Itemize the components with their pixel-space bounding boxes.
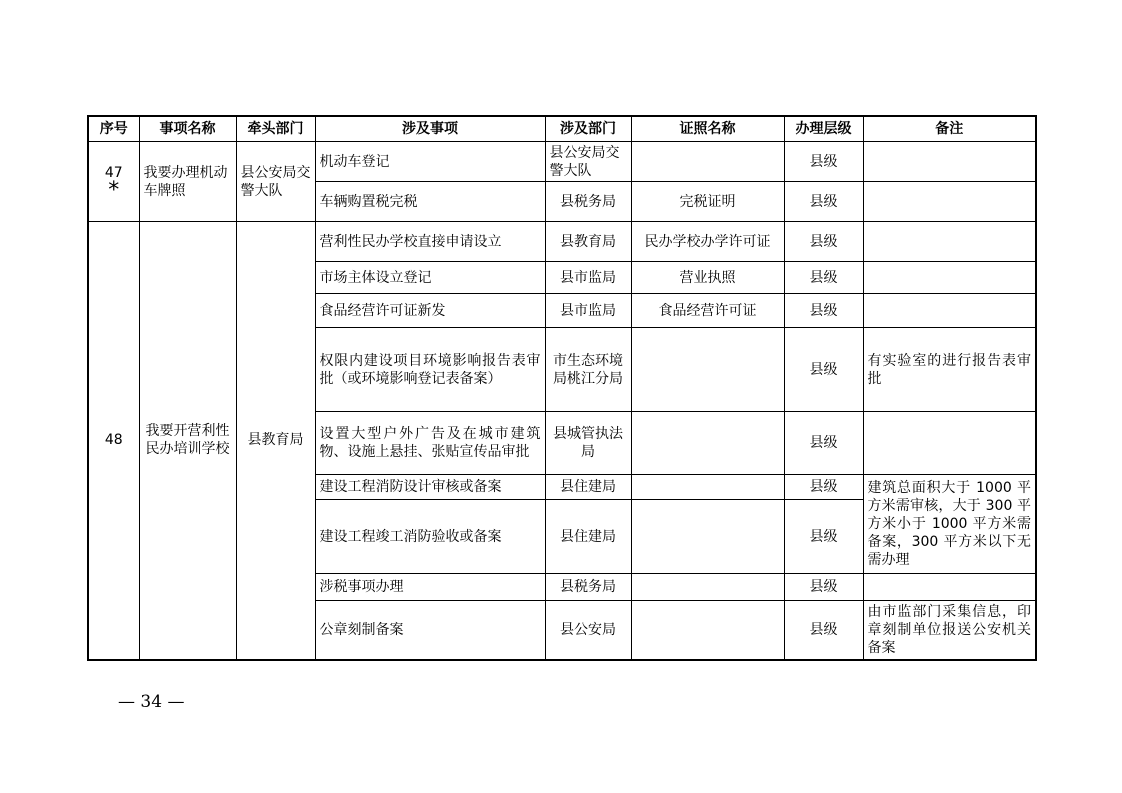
seq-cell — [88, 142, 139, 222]
note-cell: 由市监部门采集信息，印章刻制单位报送公安机关备案 — [863, 601, 1036, 660]
note-cell — [863, 222, 1036, 262]
level-cell: 县级 — [784, 142, 863, 182]
license-cell — [631, 500, 784, 574]
note-cell: 有实验室的进行报告表审批 — [863, 328, 1036, 412]
involved-item-cell: 建设工程消防设计审核或备案 — [315, 475, 545, 500]
involved-item-cell: 机动车登记 — [315, 142, 545, 182]
involved-item-cell: 权限内建设项目环境影响报告表审批（或环境影响登记表备案） — [315, 328, 545, 412]
header-lead-dept: 牵头部门 — [236, 116, 315, 142]
item-name-cell: 我要开营利性民办培训学校 — [139, 222, 236, 660]
involved-dept-cell: 县住建局 — [545, 500, 631, 574]
involved-dept-cell: 县教育局 — [545, 222, 631, 262]
level-cell: 县级 — [784, 182, 863, 222]
license-cell — [631, 574, 784, 601]
license-cell — [631, 475, 784, 500]
involved-item-cell: 车辆购置税完税 — [315, 182, 545, 222]
header-involved-dept: 涉及部门 — [545, 116, 631, 142]
involved-dept-cell: 县税务局 — [545, 574, 631, 601]
seq-cell: 48 — [88, 222, 139, 660]
note-cell: 建筑总面积大于 1000 平方米需审核，大于 300 平方米小于 1000 平方米需备案，300 平方米以下无需办理 — [863, 475, 1036, 574]
involved-dept-cell: 县市监局 — [545, 294, 631, 328]
involved-item-cell: 食品经营许可证新发 — [315, 294, 545, 328]
header-item-name: 事项名称 — [139, 116, 236, 142]
page-number: — 34 — — [118, 692, 185, 712]
involved-item-cell: 涉税事项办理 — [315, 574, 545, 601]
license-cell: 完税证明 — [631, 182, 784, 222]
note-cell — [863, 182, 1036, 222]
asterisk-mark: * — [108, 177, 120, 203]
note-cell — [863, 262, 1036, 294]
involved-item-cell: 营利性民办学校直接申请设立 — [315, 222, 545, 262]
item-name-cell: 我要办理机动车牌照 — [139, 142, 236, 222]
involved-dept-cell: 县城管执法局 — [545, 412, 631, 475]
note-cell — [863, 412, 1036, 475]
header-seq: 序号 — [88, 116, 139, 142]
involved-dept-cell: 县公安局 — [545, 601, 631, 660]
level-cell: 县级 — [784, 328, 863, 412]
level-cell: 县级 — [784, 500, 863, 574]
license-cell — [631, 328, 784, 412]
involved-item-cell: 建设工程竣工消防验收或备案 — [315, 500, 545, 574]
header-involved-item: 涉及事项 — [315, 116, 545, 142]
license-cell — [631, 142, 784, 182]
license-cell — [631, 412, 784, 475]
level-cell: 县级 — [784, 294, 863, 328]
note-cell — [863, 294, 1036, 328]
header-row — [88, 116, 1036, 142]
level-cell: 县级 — [784, 574, 863, 601]
license-cell: 营业执照 — [631, 262, 784, 294]
license-cell: 食品经营许可证 — [631, 294, 784, 328]
license-cell — [631, 601, 784, 660]
header-license: 证照名称 — [631, 116, 784, 142]
note-cell — [863, 142, 1036, 182]
involved-dept-cell: 县公安局交警大队 — [545, 142, 631, 182]
header-note: 备注 — [863, 116, 1036, 142]
seq-number: 47 — [104, 164, 123, 181]
lead-dept-cell: 县教育局 — [236, 222, 315, 660]
involved-dept-cell: 县市监局 — [545, 262, 631, 294]
involved-dept-cell: 市生态环境局桃江分局 — [545, 328, 631, 412]
level-cell: 县级 — [784, 601, 863, 660]
header-level: 办理层级 — [784, 116, 863, 142]
item-table — [87, 115, 1037, 661]
table-row — [88, 142, 1036, 182]
level-cell: 县级 — [784, 222, 863, 262]
involved-dept-cell: 县税务局 — [545, 182, 631, 222]
license-cell: 民办学校办学许可证 — [631, 222, 784, 262]
table-row — [88, 222, 1036, 262]
involved-dept-cell: 县住建局 — [545, 475, 631, 500]
involved-item-cell: 设置大型户外广告及在城市建筑物、设施上悬挂、张贴宣传品审批 — [315, 412, 545, 475]
level-cell: 县级 — [784, 262, 863, 294]
lead-dept-cell: 县公安局交警大队 — [236, 142, 315, 222]
level-cell: 县级 — [784, 412, 863, 475]
involved-item-cell: 公章刻制备案 — [315, 601, 545, 660]
level-cell: 县级 — [784, 475, 863, 500]
note-cell — [863, 574, 1036, 601]
involved-item-cell: 市场主体设立登记 — [315, 262, 545, 294]
